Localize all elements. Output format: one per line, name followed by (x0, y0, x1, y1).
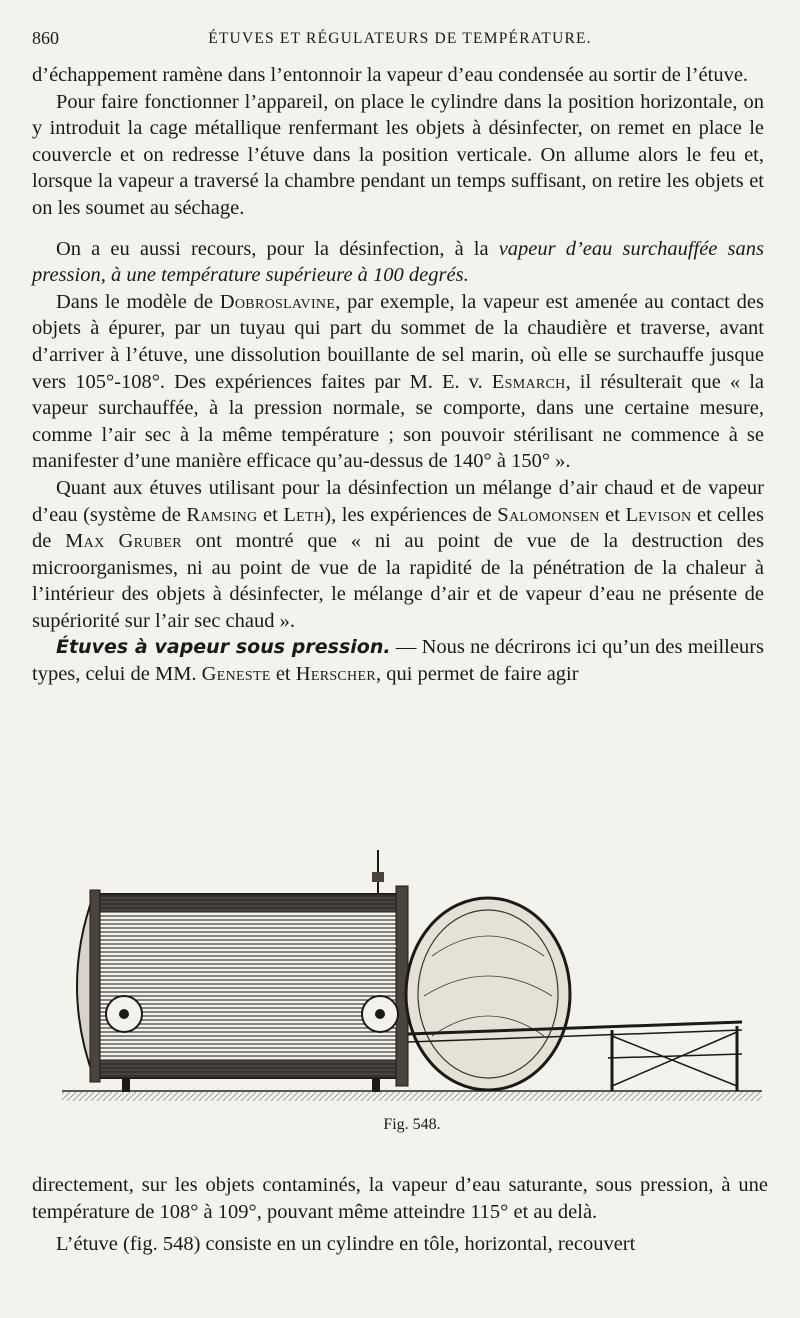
text-run: On a eu aussi recours, pour la désinfection, à la (56, 237, 499, 260)
text-run: et (270, 663, 296, 686)
text-run: , il résulterait que « la vapeur surchauffée, à la pression normale, se comporte, dans une certaine mesure, comme l’air sec à la même température ; son pouvoir stérilisant ne commence à se manifester d’une manière efficace qu’au-dessus de 140° à 150° ». (32, 370, 764, 473)
paragraph-dobroslavine (32, 289, 764, 475)
italic-emphasis: vapeur d’eau surchauffée sans pression, à une température supérieure à 100 degrés. (32, 237, 764, 287)
author-name: Salomonsen (497, 503, 600, 526)
sterilizer-engraving (52, 846, 772, 1108)
paragraph-operation: Pour faire fonctionner l’appareil, on place le cylindre dans la position horizontale, on y introduit la cage métallique renfermant les objets à désinfecter, on remet en place le couvercle et on redresse l’étuve dans la position verticale. On allume alors le feu et, lorsque la vapeur a traversé la chambre pendant un temps suffisant, on retire les objets et on les soumet au séchage. (32, 90, 764, 219)
author-name: Geneste (201, 663, 271, 686)
text-run: ont montré que « ni au point de vue de la destruction des microorganismes, ni au point de vue de la rapidité de la pénétration de la chaleur à l’intérieur des objets à désinfecter, le mélange d’air et de vapeur d’eau ne présente de supériorité sur l’air sec chaud ». (32, 530, 764, 632)
author-name: Leth (283, 503, 325, 526)
text-run: , par exemple, la vapeur est amenée au contact des objets à épurer, par un tuyau qui part du sommet de la chaudière et traverse, avant d’arriver à l’étuve, une dissolution bouillante de sel marin, où elle se surchauffe jusque vers 105°-108°. Des expériences faites par M. E. v. (32, 290, 764, 393)
text-run: et (599, 503, 626, 526)
text-run: et (257, 503, 284, 526)
section-heading: Étuves à vapeur sous pression. (56, 636, 391, 659)
running-title: ÉTUVES ET RÉGULATEURS DE TEMPÉRATURE. (208, 30, 592, 47)
author-name: Max Gruber (65, 530, 182, 553)
text-run: — Nous ne décrirons ici qu’un des meilleurs types, celui de MM. (32, 636, 764, 686)
text-run: , qui permet de faire agir (375, 663, 579, 686)
author-name: Dobroslavine (219, 290, 336, 313)
author-name: Ramsing (186, 503, 258, 526)
figure-caption: Fig. 548. (383, 1116, 441, 1133)
main-text (32, 62, 764, 688)
paragraph-direct-steam: directement, sur les objets contaminés, la vapeur d’eau saturante, sous pression, à une température de 108° à 109°, pouvant même atteindre 115° et au delà. (32, 1174, 768, 1223)
paragraph-continuation: d’échappement ramène dans l’entonnoir la vapeur d’eau condensée au sortir de l’étuve. (32, 64, 749, 86)
author-name: Herscher (295, 663, 376, 686)
continued-text (32, 1172, 768, 1258)
author-name: Esmarch (491, 370, 566, 393)
page-header (32, 28, 768, 58)
author-name: Levison (625, 503, 692, 526)
text-run: Quant aux étuves utilisant pour la désinfection un mélange d’air chaud et de vapeur d’eau (système de (32, 476, 764, 526)
text-run: Dans le modèle de (56, 290, 220, 313)
page-number: 860 (32, 28, 59, 48)
figure-steam-sterilizer (52, 846, 772, 1133)
paragraph-stove-description: L’étuve (fig. 548) consiste en un cylindre en tôle, horizontal, recouvert (56, 1233, 636, 1256)
paragraph-mixed-air-steam (32, 475, 764, 635)
paragraph-pressure-stoves (32, 634, 764, 687)
text-run: ), les expériences de (324, 503, 498, 526)
text-run: et celles de (32, 503, 765, 553)
paragraph-superheated-steam (32, 236, 764, 289)
